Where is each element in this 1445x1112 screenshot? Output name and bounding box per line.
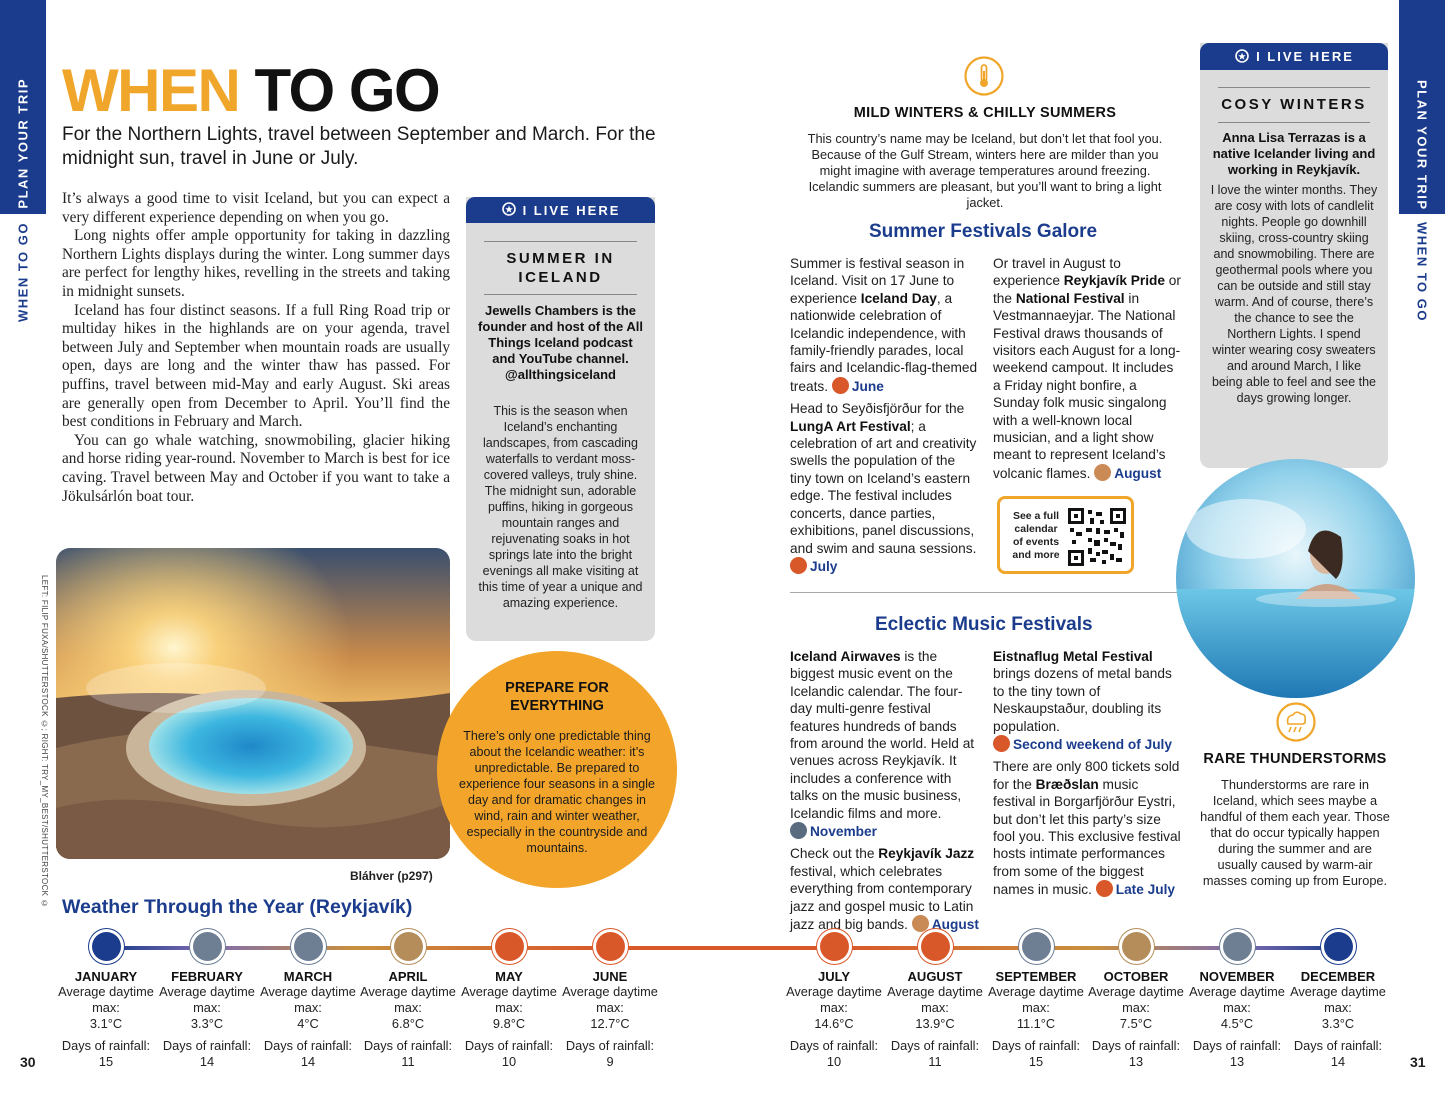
rainfall-label: Days of rainfall: <box>1192 1038 1282 1053</box>
month-tag: July <box>790 559 837 574</box>
month-name: OCTOBER <box>1103 969 1169 984</box>
average-temp: 13.9°C <box>915 1016 955 1031</box>
live-here-summer-box <box>466 197 655 641</box>
side-tab-when-to-go: WHEN TO GO <box>15 222 31 322</box>
average-label: Average daytime max: <box>887 984 983 1015</box>
divider <box>484 241 637 242</box>
rainfall-days: 15 <box>98 1054 114 1069</box>
qr-label: See a full calendar of events and more <box>1012 510 1060 561</box>
average-label: Average daytime max: <box>260 984 356 1015</box>
thunderstorms-heading: RARE THUNDERSTORMS <box>1203 751 1387 767</box>
average-temp: 3.3°C <box>1321 1016 1355 1031</box>
festival-paragraph: Check out the Reykjavík Jazz festival, which celebrates everything from contemporary jazz and gospel music to Latin jazz and big bands. August <box>790 846 979 933</box>
festival-paragraph: Head to Seyðisfjörður for the LungA Art Festival; a celebration of art and creativity swells the population of the tiny town on Iceland’s eastern edge. The festival includes concerts, dance parties, exhibitions, panel discussions, and swim and sauna sessions. July <box>790 401 977 574</box>
average-label: Average daytime max: <box>1189 984 1285 1015</box>
thunderstorm-icon <box>1276 702 1316 742</box>
average-label: Average daytime max: <box>461 984 557 1015</box>
live-here-badge <box>1200 43 1388 70</box>
page-title <box>62 58 439 124</box>
snowflake-icon <box>1324 932 1353 961</box>
weather-month-december <box>1288 932 1388 1070</box>
page-number-left: 30 <box>20 1054 36 1070</box>
rainfall-label: Days of rainfall: <box>890 1038 980 1053</box>
rainfall-label: Days of rainfall: <box>263 1038 353 1053</box>
weather-month-june <box>560 932 660 1070</box>
sun-icon <box>832 377 849 394</box>
rainfall-label: Days of rainfall: <box>789 1038 879 1053</box>
average-temp: 3.3°C <box>190 1016 224 1031</box>
live-here-title: SUMMER IN ICELAND <box>506 250 615 286</box>
music-festivals-col-2 <box>993 648 1183 904</box>
sun-icon <box>820 932 849 961</box>
live-here-person: Anna Lisa Terrazas is a native Icelander living and working in Reykjavík. <box>1212 130 1376 177</box>
qr-code-icon <box>1068 508 1126 566</box>
sun-icon <box>1096 880 1113 897</box>
prepare-heading: PREPARE FOR EVERYTHING <box>505 680 609 714</box>
divider <box>1218 122 1370 123</box>
weather-month-january <box>56 932 156 1070</box>
average-label: Average daytime max: <box>159 984 255 1015</box>
title-when: WHEN <box>62 57 240 124</box>
thunderstorms-text: Thunderstorms are rare in Iceland, which sees maybe a handful of them each year. Those that do occur typically happen during the summer and are usually caused by warm-air masses coming up from Europe. <box>1200 777 1390 888</box>
side-tab-plan-your-trip: PLAN YOUR TRIP <box>1414 80 1430 211</box>
live-here-badge <box>466 197 655 223</box>
month-name: FEBRUARY <box>171 969 243 984</box>
average-label: Average daytime max: <box>988 984 1084 1015</box>
badge-label: I LIVE HERE <box>522 202 621 218</box>
sun-icon <box>596 932 625 961</box>
summer-festivals-heading: Summer Festivals Galore <box>869 221 1098 242</box>
rainfall-days: 14 <box>1330 1054 1346 1069</box>
rain-cloud-icon <box>1022 932 1051 961</box>
body-paragraph: You can go whale watching, snowmobiling, glacier hiking and horse riding year-round. November to March is best for ice caving. Travel between May and October if you want to take a Jökulsárlón boat tour. <box>62 431 450 505</box>
body-paragraph: Iceland has four distinct seasons. If a full Ring Road trip or multiday hikes in the highlands are on your agenda, travel between July and September when mountain roads are usually open, days are long and the winter thaw has passed. For puffins, travel between mid-May and early August. Ski areas are generally open from December to April. You’ll find the best conditions in February and March. <box>62 301 450 431</box>
rainfall-days: 14 <box>199 1054 215 1069</box>
month-name: SEPTEMBER <box>995 969 1077 984</box>
rainfall-days: 10 <box>501 1054 517 1069</box>
rainfall-label: Days of rainfall: <box>61 1038 151 1053</box>
month-tag: November <box>790 824 877 839</box>
summer-festivals-col-2 <box>993 255 1183 487</box>
thermometer-icon <box>964 56 1004 96</box>
weather-month-august <box>885 932 985 1070</box>
month-tag: August <box>912 917 979 932</box>
weather-month-march <box>258 932 358 1070</box>
month-name: JANUARY <box>74 969 138 984</box>
rainfall-label: Days of rainfall: <box>464 1038 554 1053</box>
festival-paragraph: Or travel in August to experience Reykjavík Pride or the National Festival in Vestmannaeyjar. The National Festival draws thousands of visitors each August for a long-weekend campout. It includes a Friday night bonfire, a Sunday folk music singalong with a well-known local musician, and a light show meant to represent Iceland’s volcanic flames. August <box>993 256 1181 481</box>
average-label: Average daytime max: <box>786 984 882 1015</box>
rain-cloud-icon <box>193 932 222 961</box>
weather-heading: Weather Through the Year (Reykjavík) <box>62 896 413 918</box>
weather-month-september <box>986 932 1086 1070</box>
body-text <box>62 190 450 506</box>
sun-icon <box>790 557 807 574</box>
live-here-title: COSY WINTERS <box>1221 96 1367 113</box>
rainfall-label: Days of rainfall: <box>162 1038 252 1053</box>
sun-icon <box>993 735 1010 752</box>
mild-winters-text: This country’s name may be Iceland, but don’t let that fool you. Because of the Gulf Stream, winters here are milder than you might imagine with average temperatures around freezing. Icelandic summers are pleasant, but you’ll want to bring a light jacket. <box>807 131 1163 210</box>
weather-month-november <box>1187 932 1287 1070</box>
section-divider <box>790 592 1180 593</box>
sun-icon <box>495 932 524 961</box>
month-name: JULY <box>817 969 851 984</box>
divider <box>1218 87 1370 88</box>
live-here-text: This is the season when Iceland’s enchanting landscapes, from cascading waterfalls to verdant moss-covered valleys, truly shine. The midnight sun, adorable puffins, hiking in gorgeous mountain ranges and rejuvenating soaks in hot springs late into the bright evenings all make visiting at this time of year a unique and amazing experience. <box>478 404 643 610</box>
prepare-text: There’s only one predictable thing about the Icelandic weather: it’s unpredictable. Be prepared to experience four seasons in a single day and for dramatic changes in wind, rain and winter weather, especially in the countryside and mountains. <box>459 729 655 855</box>
partly-cloudy-icon <box>394 932 423 961</box>
month-name: MARCH <box>283 969 333 984</box>
prepare-for-everything-circle <box>437 651 677 888</box>
live-here-winter-box <box>1200 43 1388 468</box>
rain-cloud-icon <box>294 932 323 961</box>
rainfall-days: 9 <box>606 1054 614 1069</box>
photo-credit: LEFT: FILIP FUXA/SHUTTERSTOCK ©; RIGHT: TRY_MY_BEST/SHUTTERSTOCK © <box>40 575 49 909</box>
weather-month-february <box>157 932 257 1070</box>
map-pin-star-icon <box>501 202 517 218</box>
mild-winters-heading: MILD WINTERS & CHILLY SUMMERS <box>853 105 1117 121</box>
music-festivals-heading: Eclectic Music Festivals <box>875 614 1093 635</box>
blahver-photo <box>56 548 450 859</box>
live-here-text: I love the winter months. They are cosy with lots of candlelit nights. People go downhill skiing, cross-country skiing and snowmobiling. There are geothermal pools where you can be outside and still stay warm. And of course, there’s the chance to see the Northern Lights. I spend winter wearing cosy sweaters and around March, I like being able to feel and see the days growing longer. <box>1210 183 1378 405</box>
rainfall-label: Days of rainfall: <box>565 1038 655 1053</box>
average-temp: 3.1°C <box>89 1016 123 1031</box>
rainfall-days: 13 <box>1128 1054 1144 1069</box>
page-number-right: 31 <box>1410 1054 1426 1070</box>
average-temp: 14.6°C <box>814 1016 854 1031</box>
average-temp: 11.1°C <box>1016 1016 1056 1031</box>
festival-paragraph: Summer is festival season in Iceland. Visit on 17 June to experience Iceland Day, a nationwide celebration of Icelandic independence, with family-friendly parades, local fairs and Icelandic-flag-themed treats. June <box>790 256 978 394</box>
average-temp: 4°C <box>297 1016 319 1031</box>
partly-cloudy-icon <box>1122 932 1151 961</box>
average-temp: 6.8°C <box>391 1016 425 1031</box>
badge-label: I LIVE HERE <box>1256 49 1354 64</box>
weather-month-may <box>459 932 559 1070</box>
festival-paragraph: Iceland Airwaves is the biggest music event on the Icelandic calendar. The four-day multi-genre festival features hundreds of bands from around the world. Held at venues across Reykjavík. It includes a conference with talks on the music business, Icelandic films and more. November <box>790 649 975 840</box>
rainfall-label: Days of rainfall: <box>991 1038 1081 1053</box>
month-name: MAY <box>495 969 523 984</box>
sun-icon <box>921 932 950 961</box>
rainfall-days: 13 <box>1229 1054 1245 1069</box>
average-temp: 12.7°C <box>590 1016 630 1031</box>
average-temp: 9.8°C <box>492 1016 526 1031</box>
events-calendar-qr[interactable] <box>997 496 1134 574</box>
side-tab-when-to-go: WHEN TO GO <box>1414 222 1430 322</box>
rainfall-days: 11 <box>401 1054 415 1069</box>
photo-caption: Bláhver (p297) <box>350 869 433 883</box>
geothermal-pool-photo <box>1176 459 1415 698</box>
lead-paragraph: For the Northern Lights, travel between September and March. For the midnight sun, travel in June or July. <box>62 124 656 169</box>
average-temp: 7.5°C <box>1119 1016 1153 1031</box>
sun-icon <box>912 915 929 932</box>
live-here-person: Jewells Chambers is the founder and host of the All Things Iceland podcast and YouTube channel. @allthingsiceland <box>478 303 643 382</box>
month-name: NOVEMBER <box>1199 969 1275 984</box>
average-label: Average daytime max: <box>1290 984 1386 1015</box>
cloud-icon <box>790 822 807 839</box>
rain-cloud-icon <box>1223 932 1252 961</box>
body-paragraph: It’s always a good time to visit Iceland, but you can expect a very different experience depending on when you go. <box>62 190 450 226</box>
festival-paragraph: Eistnaflug Metal Festival brings dozens of metal bands to the tiny town of Neskaupstaður, doubling its population. Second weekend of July <box>993 649 1172 753</box>
rainfall-label: Days of rainfall: <box>1293 1038 1383 1053</box>
rainfall-days: 10 <box>826 1054 842 1069</box>
rainfall-label: Days of rainfall: <box>363 1038 453 1053</box>
title-to-go: TO GO <box>254 57 440 124</box>
month-tag: Late July <box>1096 882 1175 897</box>
sun-icon <box>1094 464 1111 481</box>
rainfall-days: 14 <box>300 1054 316 1069</box>
average-label: Average daytime max: <box>1088 984 1184 1015</box>
left-side-tab <box>0 0 46 1112</box>
average-temp: 4.5°C <box>1220 1016 1254 1031</box>
map-pin-star-icon <box>1234 49 1250 65</box>
average-label: Average daytime max: <box>58 984 154 1015</box>
snowflake-icon <box>92 932 121 961</box>
month-tag: August <box>1094 466 1161 481</box>
month-name: APRIL <box>388 969 428 984</box>
music-festivals-col-1 <box>790 648 982 939</box>
divider <box>484 294 637 295</box>
average-label: Average daytime max: <box>562 984 658 1015</box>
weather-month-july <box>784 932 884 1070</box>
month-name: DECEMBER <box>1300 969 1376 984</box>
month-tag: June <box>832 379 884 394</box>
festival-paragraph: There are only 800 tickets sold for the Bræðslan music festival in Borgarfjörður Eystri, but don’t let this party’s size fool you. This exclusive festival hosts intimate performances from some of the biggest names in music. Late July <box>993 759 1181 898</box>
rainfall-label: Days of rainfall: <box>1091 1038 1181 1053</box>
rainfall-days: 11 <box>928 1054 942 1069</box>
weather-month-april <box>358 932 458 1070</box>
month-name: AUGUST <box>907 969 963 984</box>
body-paragraph: Long nights offer ample opportunity for taking in dazzling Northern Lights displays during the winter. Long summer days are perfect for lengthy hikes, revelling in the streets and taking in midnight sunsets. <box>62 227 450 300</box>
month-name: JUNE <box>592 969 628 984</box>
month-tag: Second weekend of July <box>993 737 1172 752</box>
weather-month-october <box>1086 932 1186 1070</box>
summer-festivals-col-1 <box>790 255 980 580</box>
average-label: Average daytime max: <box>360 984 456 1015</box>
side-tab-plan-your-trip: PLAN YOUR TRIP <box>15 78 31 209</box>
rainfall-days: 15 <box>1028 1054 1044 1069</box>
